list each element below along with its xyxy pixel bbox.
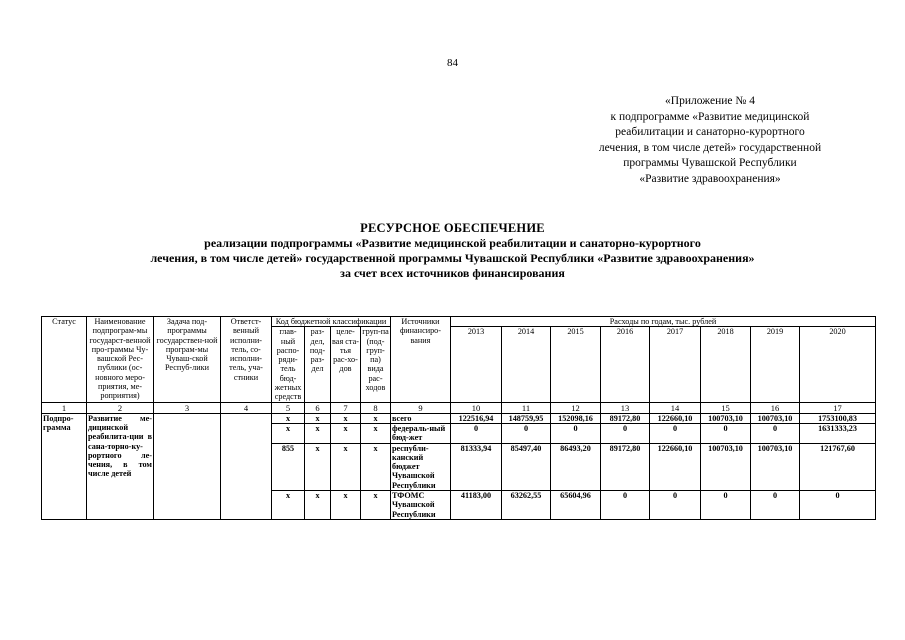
code-cell: x [305,423,331,443]
code-cell: x [272,423,305,443]
appendix-line-5: программы Чувашской Республики [623,157,797,169]
code-cell: x [331,413,361,423]
value-cell: 0 [701,423,751,443]
code-cell: x [305,413,331,423]
header-task: Задача под-программы государствен-ной програм-мы Чуваш-ской Респуб-лики [154,317,221,403]
title-line-3: лечения, в том числе детей» государственной программы Чувашской Республики «Развитие здравоохранения» [150,251,755,265]
appendix-line-4: лечения, в том числе детей» государственной [598,141,822,154]
column-number: 8 [361,402,391,413]
value-cell: 0 [502,423,551,443]
value-cell: 0 [601,423,650,443]
code-cell: x [331,491,361,520]
code-cell: x [361,423,391,443]
task-cell [154,413,221,519]
column-number: 1 [42,402,87,413]
value-cell: 89172,80 [601,443,650,490]
header-year: 2014 [502,327,551,402]
value-cell: 65604,96 [551,491,601,520]
value-cell: 85497,40 [502,443,551,490]
value-cell: 148759,95 [502,413,551,423]
appendix-line-6: «Развитие здравоохранения» [639,172,781,185]
column-number: 2 [87,402,154,413]
appendix-line-3: реабилитации и санаторно-курортного [615,126,805,138]
title-line-4: за счет всех источников финансирования [340,266,565,280]
column-number: 10 [451,402,502,413]
value-cell: 63262,55 [502,491,551,520]
value-cell: 41183,00 [451,491,502,520]
code-cell: x [361,491,391,520]
header-year: 2020 [800,327,876,402]
source-cell: всего [391,413,451,423]
value-cell: 0 [650,491,701,520]
code-cell: x [305,443,331,490]
value-cell: 1753100,83 [800,413,876,423]
value-cell: 81333,94 [451,443,502,490]
column-number: 12 [551,402,601,413]
column-number: 3 [154,402,221,413]
value-cell: 100703,10 [701,413,751,423]
table-row [42,413,876,423]
header-year: 2019 [751,327,800,402]
header-code-article: целе-вая ста-тья рас-хо-дов [331,327,361,402]
source-cell: республи-канский бюджет Чувашской Республики [391,443,451,490]
header-code-section: раз-дел, под-раз-дел [305,327,331,402]
header-year: 2017 [650,327,701,402]
header-status: Статус [42,317,87,403]
value-cell: 0 [650,423,701,443]
value-cell: 0 [751,423,800,443]
value-cell: 121767,60 [800,443,876,490]
column-number: 4 [221,402,272,413]
header-code-gr: глав-ный распо-ряди-тель бюд-жетных средств [272,327,305,402]
value-cell: 0 [701,491,751,520]
code-cell: x [272,491,305,520]
value-cell: 100703,10 [751,413,800,423]
appendix-line-1: «Приложение № 4 [665,95,755,107]
value-cell: 122516,94 [451,413,502,423]
value-cell: 152098,16 [551,413,601,423]
page-number: 84 [447,57,458,69]
code-cell: x [331,443,361,490]
column-number: 16 [751,402,800,413]
code-cell: x [272,413,305,423]
header-expenses: Расходы по годам, тыс. рублей [451,317,876,327]
header-code-group: груп-па (под-груп-па) вида рас-ходов [361,327,391,402]
title-main: РЕСУРСНОЕ ОБЕСПЕЧЕНИЕ [360,221,545,235]
appendix-line-2: к подпрограмме «Развитие медицинской [610,110,810,123]
header-year: 2015 [551,327,601,402]
column-number: 17 [800,402,876,413]
value-cell: 89172,80 [601,413,650,423]
value-cell: 100703,10 [751,443,800,490]
code-cell: x [305,491,331,520]
document-title [0,221,905,281]
column-number: 6 [305,402,331,413]
code-cell: x [361,413,391,423]
header-responsible: Ответст-венный исполни-тель, со-исполни-тель, уча-стники [221,317,272,403]
resource-table [41,316,876,520]
source-cell: ТФОМС Чувашской Республики [391,491,451,520]
value-cell: 0 [751,491,800,520]
value-cell: 100703,10 [701,443,751,490]
source-cell: федераль-ный бюд-жет [391,423,451,443]
value-cell: 86493,20 [551,443,601,490]
title-line-2: реализации подпрограммы «Развитие медицинской реабилитации и санаторно-курортного [204,236,701,250]
header-row-1 [42,317,876,327]
column-number: 9 [391,402,451,413]
responsible-cell [221,413,272,519]
name-cell: Развитие ме-дицинской реабилита-ции в сана-торно-ку-рортного ле-чения, в том числе детей [87,413,154,519]
code-cell: x [361,443,391,490]
column-number: 13 [601,402,650,413]
column-number: 11 [502,402,551,413]
header-budget-code: Код бюджетной классификации [272,317,391,327]
code-cell: x [331,423,361,443]
code-cell: 855 [272,443,305,490]
value-cell: 0 [800,491,876,520]
column-number: 15 [701,402,751,413]
header-year: 2018 [701,327,751,402]
value-cell: 0 [451,423,502,443]
column-number: 14 [650,402,701,413]
header-year: 2016 [601,327,650,402]
status-cell: Подпро-грамма [42,413,87,519]
header-year: 2013 [451,327,502,402]
header-name: Наименование подпрограм-мы государст-венной про-граммы Чу-вашской Рес-публики (ос-новного меро-приятия, ме-роприятия) [87,317,154,403]
value-cell: 122660,10 [650,443,701,490]
header-source: Источники финансиро-вания [391,317,451,403]
value-cell: 1631333,23 [800,423,876,443]
appendix-note [560,94,860,187]
column-number-row [42,402,876,413]
value-cell: 122660,10 [650,413,701,423]
value-cell: 0 [601,491,650,520]
column-number: 5 [272,402,305,413]
column-number: 7 [331,402,361,413]
value-cell: 0 [551,423,601,443]
